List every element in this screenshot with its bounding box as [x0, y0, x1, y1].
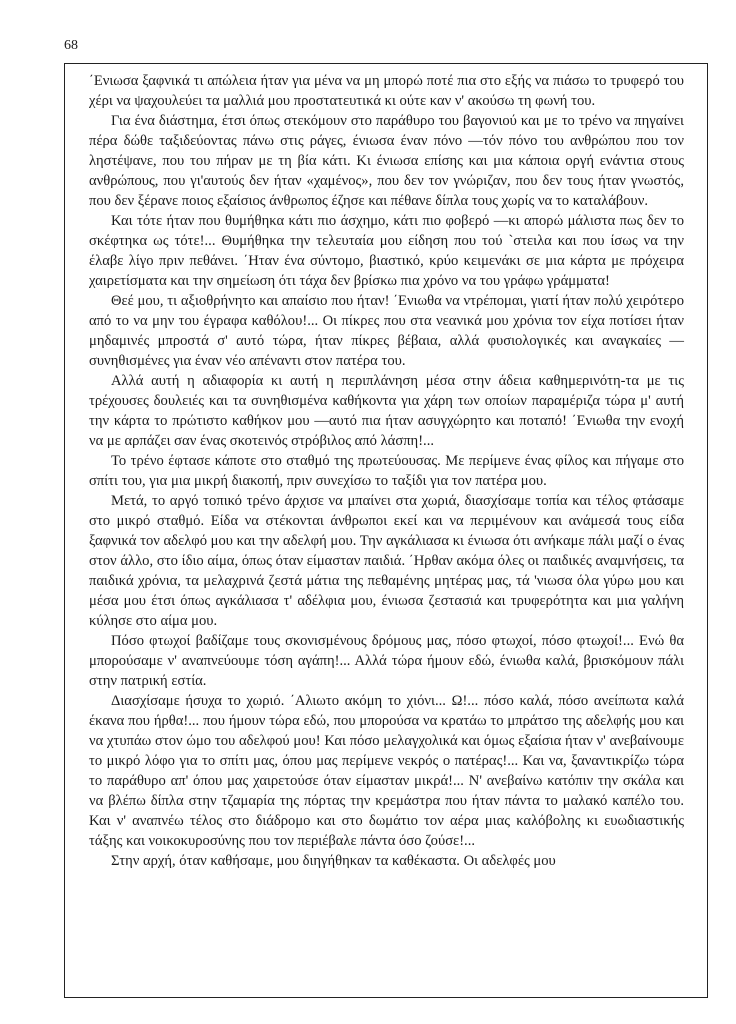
paragraph: Για ένα διάστημα, έτσι όπως στεκόμουν στο παράθυρο του βαγονιού και με το τρένο να πηγαίνει πέρα δώθε ταξιδεύοντας πάνω στις ράγες, ένιωσα έναν πόνο —τόν πόνο του ανθρώπου που τον ληστέψανε, που του πήραν με τη βία κάτι. Κι ένιωσα επίσης και μια κάποια οργή ενάντια στους ανθρώπους, που γι'αυτούς δεν ήταν «χαμένος», που δεν τον γνώριζαν, που δεν τους ήταν γνωστός, που δεν ξέρανε ποιος εξαίσιος άνθρωπος έζησε και πέθανε δίπλα τους χωρίς να το καταλάβουν. [89, 113, 684, 209]
paragraph: Διασχίσαμε ήσυχα το χωριό. ΄Αλιωτο ακόμη το χιόνι... Ω!... πόσο καλά, πόσο ανείπωτα καλά έκανα που ήρθα!... που ήμουν τώρα εδώ, που μπορούσα να κρατάω το μπράτσο της αδελφής μου και να χτυπάω στον ώμο του αδελφού μου! Και πόσο μελαγχολικά και όμως εξαίσια ήταν ν' ανεβαίνουμε το μικρό λόφο για το σπίτι μας, όπου μας περίμενε νεκρός ο πατέρας!... Και να, ξαναντικρίζω τώρα το παράθυρο απ' όπου μας χαιρετούσε όταν είμασταν μικρά!... Ν' ανεβαίνω κατόπιν την σκάλα και να βλέπω δίπλα στην τζαμαρία της πόρτας την κρεμάστρα που ήταν πάντα το μαλακό καπέλο του. Και ν' αναπνέω τέλος στο διάδρομο και στο δωμάτιο τον αέρα μιας καλόβολης κι ευωδιαστικής τάξης και νοικοκυροσύνης που τον περιέβαλε πάντα όσο ζούσε!... [89, 693, 684, 849]
paragraph: Και τότε ήταν που θυμήθηκα κάτι πιο άσχημο, κάτι πιο φοβερό —κι απορώ μάλιστα πως δεν το σκέφτηκα ως τότε!... Θυμήθηκα την τελευταία μου είδηση που τού `στειλα και που ίσως να την έλαβε λίγο πριν πεθάνει. ΄Ηταν ένα σύντομο, βιαστικό, κρύο κειμενάκι σε μια κάρτα με πρόχειρα χαιρετίσματα και την σημείωση ότι τάχα δεν βρίσκω πια χρόνο να του γράφω γράμματα! [89, 213, 684, 289]
paragraph: Θεέ μου, τι αξιοθρήνητο και απαίσιο που ήταν! ΄Ενιωθα να ντρέπομαι, γιατί ήταν πολύ χειρότερο από το να μην του έγραφα καθόλου!... Οι πίκρες που στα νεανικά μου χρόνια τον είχα ποτίσει ήταν μηδαμινές μπροστά σ' αυτό τώρα, ήταν πίκρες βέβαια, αλλά φυσιολογικές και αναγκαίες —συνηθισμένες για έναν νέο απέναντι στον πατέρα του. [89, 293, 684, 369]
page-number: 68 [64, 38, 78, 53]
paragraph: Αλλά αυτή η αδιαφορία κι αυτή η περιπλάνηση μέσα στην άδεια καθημερινότη-τα με τις τρέχουσες δουλειές και τα συνηθισμένα καθήκοντα για χάρη των οποίων παραμέριζα τώρα μ' αυτή την κάρτα το πρώτιστο καθήκον μου —αυτό πια ήταν ασυγχώρητο και ποταπό! ΄Ενιωθα την ενοχή να με αρπάζει σαν ένας σκοτεινός στρόβιλος από λάσπη!... [89, 373, 684, 449]
paragraph: Πόσο φτωχοί βαδίζαμε τους σκονισμένους δρόμους μας, πόσο φτωχοί, πόσο φτωχοί!... Ενώ θα μπορούσαμε ν' αναπνεύουμε τόση αγάπη!... Αλλά τώρα ήμουν εδώ, ένιωθα καλά, βρισκόμουν πάλι στην πατρική εστία. [89, 633, 684, 689]
paragraph: Στην αρχή, όταν καθήσαμε, μου διηγήθηκαν τα καθέκαστα. Οι αδελφές μου [111, 853, 556, 869]
paragraph: Μετά, το αργό τοπικό τρένο άρχισε να μπαίνει στα χωριά, διασχίσαμε τοπία και τέλος φτάσαμε στο μικρό σταθμό. Είδα να στέκονται άνθρωποι εκεί και να περιμένουν και ανάμεσά τους είδα ξαφνικά τον αδελφό μου και την αδελφή μου. Την αγκάλιασα κι ένιωσα ότι ανήκαμε πάλι μαζί ο ένας στον άλλο, στο ίδιο αίμα, όπως όταν είμασταν παιδιά. ΄Ηρθαν ακόμα όλες οι παιδικές αναμνήσεις, τα παιδικά χρόνια, τα μελαχρινά ζεστά μάτια της πεθαμένης μητέρας μας, τά 'νιωσα όλα γύρω μου και μέσα μου έτσι όπως αγκάλιασα τ' αδέλφια μου, ένιωσα ζεστασιά και τρυφερότητα και μια γαλήνη κύλησε στο αίμα μου. [89, 493, 684, 629]
paragraph: ΄Ενιωσα ξαφνικά τι απώλεια ήταν για μένα να μη μπορώ ποτέ πια στο εξής να πιάσω το τρυφερό του χέρι να ψαχουλεύει τα μαλλιά μου προστατευτικά κι ούτε καν ν' ακούσω τη φωνή του. [89, 73, 684, 109]
body-text [89, 71, 684, 871]
paragraph: Το τρένο έφτασε κάποτε στο σταθμό της πρωτεύουσας. Με περίμενε ένας φίλος και πήγαμε στο σπίτι του, για μια μικρή διακοπή, πριν συνεχίσω το ταξίδι για τον πατέρα μου. [89, 453, 684, 489]
